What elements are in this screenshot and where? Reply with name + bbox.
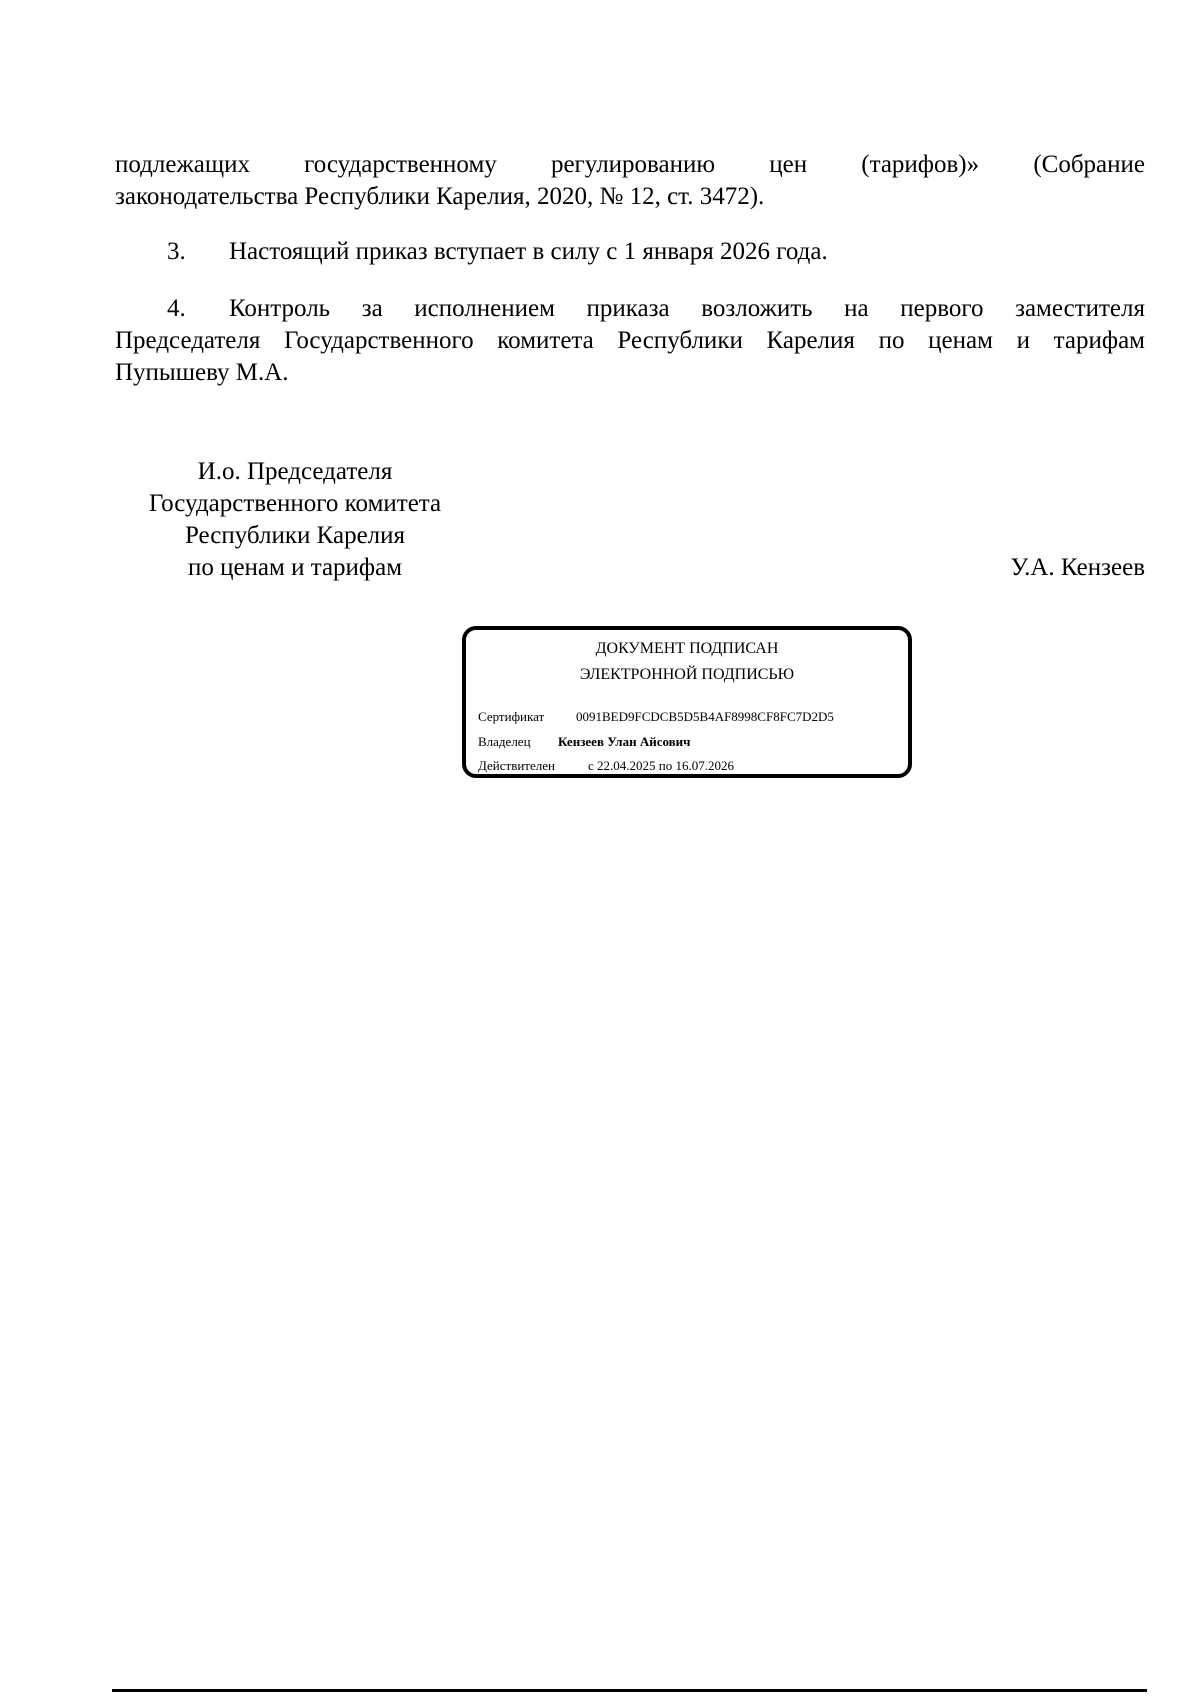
paragraph-line: подлежащих государственному регулированию цен (тарифов)» (Собрание xyxy=(115,151,1145,178)
item-4 xyxy=(115,293,1145,389)
item-line: Пупышеву М.А. xyxy=(115,359,289,386)
position-line: Государственного комитета xyxy=(148,490,442,517)
valid-label: Действителен xyxy=(478,758,555,773)
item-line: Председателя Государственного комитета Республики Карелия по ценам и тарифам xyxy=(115,327,1145,354)
item-number: 4. xyxy=(167,295,186,322)
position-line: Республики Карелия xyxy=(184,522,406,549)
position-line: И.о. Председателя xyxy=(197,458,393,485)
owner-value: Кензеев Улан Айсович xyxy=(558,734,691,749)
footer-divider xyxy=(112,1689,1147,1692)
certificate-value: 0091BED9FCDCB5D5B4AF8998CF8FC7D2D5 xyxy=(576,709,834,724)
stamp-title-line: ДОКУМЕНТ ПОДПИСАН xyxy=(595,640,779,657)
item-text: Настоящий приказ вступает в силу с 1 января 2026 года. xyxy=(229,238,828,265)
stamp-title-line: ЭЛЕКТРОННОЙ ПОДПИСЬЮ xyxy=(579,666,795,683)
stamp-validity-row xyxy=(478,757,734,775)
item-text: Контроль за исполнением приказа возложить на первого заместителя xyxy=(229,295,1145,322)
signatory-name: У.А. Кензеев xyxy=(1010,554,1145,581)
paragraph-continuation xyxy=(115,149,1145,213)
stamp-owner-row xyxy=(478,733,691,751)
certificate-label: Сертификат xyxy=(478,709,545,724)
owner-label: Владелец xyxy=(478,734,531,749)
stamp-certificate-row xyxy=(478,708,834,726)
position-line: по ценам и тарифам xyxy=(187,554,403,581)
electronic-signature-stamp xyxy=(462,626,912,778)
item-3 xyxy=(115,236,1145,268)
paragraph-line: законодательства Республики Карелия, 2020, № 12, ст. 3472). xyxy=(115,183,765,210)
valid-value: с 22.04.2025 по 16.07.2026 xyxy=(588,758,734,773)
signatory-position xyxy=(115,456,475,584)
item-line xyxy=(115,293,1145,325)
item-number: 3. xyxy=(167,238,186,265)
